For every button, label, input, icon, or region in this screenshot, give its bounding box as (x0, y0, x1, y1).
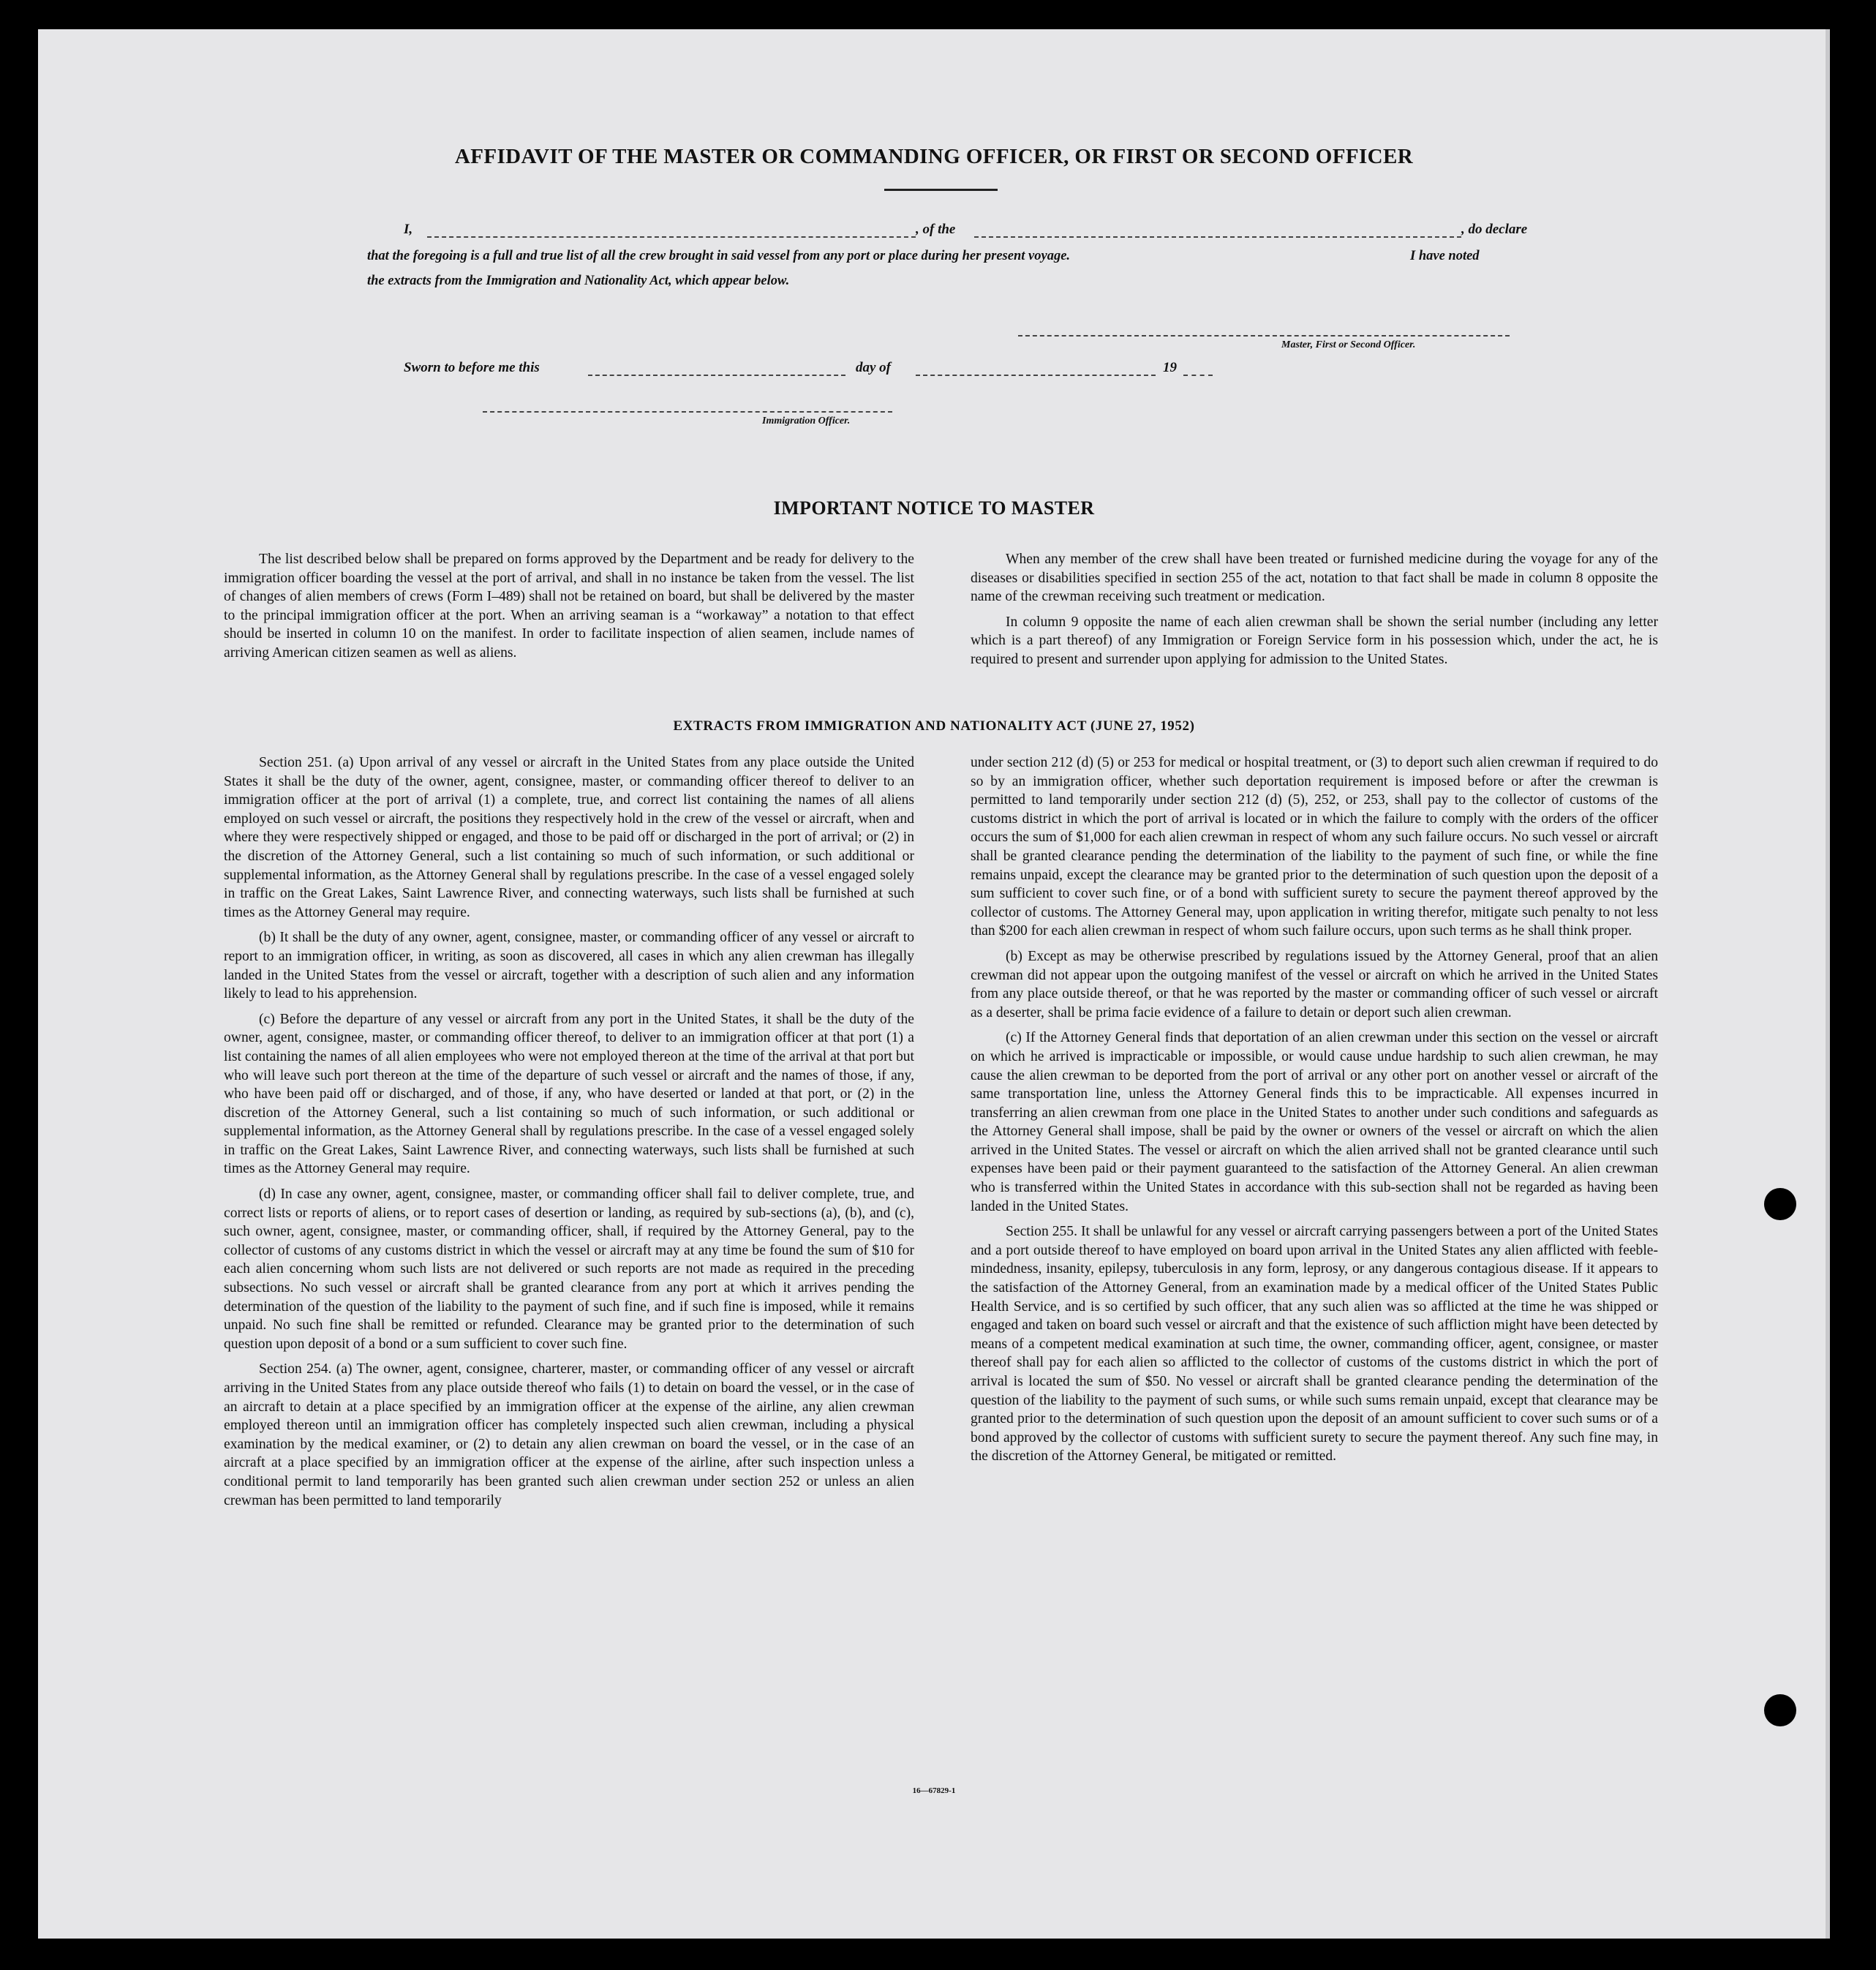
title-rule (884, 189, 998, 191)
extract-paragraph: under section 212 (d) (5) or 253 for medical or hospital treatment, or (3) to deport such alien crewman if required to do so by an immigration officer, whether such deportation requirement is imposed before or after the crewman is permitted to land temporarily under section 212 (d) (5), 252, or 253, shall pay to the collector of customs of the customs district in which the port of arrival is located or in which the failure to comply with the orders of the officer occurs the sum of $1,000 for each alien crewman in respect of whom any such failure occurs. No such vessel or aircraft shall be granted clearance pending the determination of the liability to the payment of such fine, or while the fine remains unpaid, except the clearance may be granted prior to the determination of such question upon the deposit of a sum sufficient to cover such fine, or of a bond with sufficient surety to secure the payment thereof approved by the collector of customs. The Attorney General may, upon application in writing therefor, mitigate such penalty to not less than $200 for each alien crewman in respect of whom such failure occurs, upon such terms as he shall think proper. (971, 755, 1658, 939)
punch-hole (1764, 1188, 1796, 1220)
extract-paragraph: Section 255. It shall be unlawful for any vessel or aircraft carrying passengers between a port of the United States and a port outside thereof to have employed on board upon arrival in the United States any alien afflicted with feeble-mindedness, insanity, epilepsy, tuberculosis in any form, leprosy, or any dangerous contagious disease. If it appears to the satisfaction of the Attorney General, from an examination made by a medical officer of the United States Public Health Service, and is so certified by such officer, that any such alien was so afflicted at the time he was shipped or engaged and taken on board such vessel or aircraft and that the existence of such affliction might have been detected by means of a competent medical examination at such time, the owner, commanding officer, agent, consignee, or master thereof shall pay for each alien so afflicted to the collector of customs of the customs district in which the port of arrival is located the sum of $50. No vessel or aircraft shall be granted clearance pending the determination of the question of the liability to the payment of such sums, or while such sums remain unpaid, except that clearance may be granted prior to the determination of such question upon the deposit of an amount sufficient to cover such sums or of a bond approved by the collector of customs with sufficient surety to secure the payment thereof. Any such fine may, in the discretion of the Attorney General, be mitigated or remitted. (971, 1224, 1658, 1465)
extract-paragraph: (d) In case any owner, agent, consignee, master, or commanding officer shall fail to deliver complete, true, and correct lists or reports of aliens, or to report cases of desertion or landing, as required by sub-sections (a), (b), and (c), such owner, agent, consignee, master, or commanding officer, shall, if required by the Attorney General, pay to the collector of customs of any customs district in which the vessel or aircraft may at any time be found the sum of $10 for each alien concerning whom such lists are not delivered or such reports are not made as required in the preceding subsections. No such vessel or aircraft shall be granted clearance from any port at which it arrives pending the determination of the question of the liability to the payment of such fine, and if such fine is imposed, while it remains unpaid. No such fine shall be remitted or refunded. Clearance may be granted prior to the determination of such question upon deposit of a bond or a sum sufficient to cover such fine. (224, 1187, 914, 1352)
year-blank[interactable] (1183, 375, 1213, 376)
affidavit-noted: I have noted (1410, 249, 1480, 263)
day-blank[interactable] (588, 375, 845, 376)
extract-paragraph: (c) Before the departure of any vessel or aircraft from any port in the United States, it shall be the duty of the owner, agent, consignee, master, or commanding officer thereof, to deliver to an immigration officer at that port (1) a list containing the names of all alien employees who were not employed thereon at the time of the arrival at that port but who will leave such port thereon at the time of the departure of such vessel or aircraft and the names of those, if any, who have been paid off or discharged, and of those, if any, who have deserted or landed at that port, or (2) in the discretion of the Attorney General, such a list containing so much of such information, or such additional or supplemental information, as the Attorney General shall by regulations prescribe. In the case of a vessel engaged solely in traffic on the Great Lakes, Saint Lawrence River, and connecting waterways, such lists shall be furnished at such times as the Attorney General may require. (224, 1011, 914, 1177)
extracts-heading: EXTRACTS FROM IMMIGRATION AND NATIONALITY ACT (JUNE 27, 1952) (673, 718, 1195, 734)
officer-caption: Immigration Officer. (762, 416, 851, 426)
notice-right-column (971, 550, 1658, 676)
master-signature-line[interactable] (1018, 335, 1510, 337)
page-edge (1826, 29, 1830, 1939)
extract-paragraph: Section 251. (a) Upon arrival of any vessel or aircraft in the United States from any place outside the United States it shall be the duty of the owner, agent, consignee, master, or commanding officer thereof to deliver to an immigration officer at the port of arrival (1) a complete, true, and correct list containing the names of all aliens employed on such vessel or aircraft, the positions they respectively hold in the crew of the vessel or aircraft, when and where they were respectively shipped or engaged, and those to be paid off or discharged in the port of arrival; or (2) in the discretion of the Attorney General, such a list containing so much of such information, or such additional or supplemental information, as the Attorney General shall by regulations prescribe. In the case of a vessel engaged solely in traffic on the Great Lakes, Saint Lawrence River, and connecting waterways, such lists shall be furnished at such times as the Attorney General may require. (224, 755, 914, 920)
officer-signature-line[interactable] (483, 411, 892, 413)
affidavit-do-declare: , do declare (1461, 222, 1528, 237)
affidavit-line-3: the extracts from the Immigration and Nationality Act, which appear below. (367, 274, 790, 288)
name-blank[interactable] (427, 236, 916, 238)
year-label: 19 (1163, 360, 1177, 375)
extract-paragraph: (c) If the Attorney General finds that deportation of an alien crewman under this section on the vessel or aircraft on which he arrived is impracticable or impossible, or would cause undue hardship to such alien crewman, he may cause the alien crewman to be deported from the port of arrival or any other port on another vessel or aircraft of the same transportation line, unless the Attorney General finds this to be impracticable. All expenses incurred in transferring an alien crewman from one place in the United States to another under such conditions and safeguards as the Attorney General shall impose, shall be paid by the owner or owners of the vessel or aircraft on which the alien arrived in the United States. The vessel or aircraft on which the alien arrived shall not be granted clearance until such expenses have been paid or their payment guaranteed to the satisfaction of the Attorney General. An alien crewman who is transferred within the United States in accordance with this sub-section shall not be regarded as having been landed in the United States. (971, 1030, 1658, 1214)
affidavit-title: AFFIDAVIT OF THE MASTER OR COMMANDING OFFICER, OR FIRST OR SECOND OFFICER (454, 145, 1414, 168)
master-caption: Master, First or Second Officer. (1281, 339, 1416, 350)
vessel-blank[interactable] (974, 236, 1461, 238)
extract-paragraph: Section 254. (a) The owner, agent, consignee, charterer, master, or commanding officer of any vessel or aircraft arriving in the United States from any place outside thereof who fails (1) to detain on board the vessel, or in the case of an aircraft to detain at a place specified by an immigration officer at the expense of the airline, any alien crewman employed thereon until an immigration officer has completely inspected such alien crewman, including a physical examination by the medical examiner, or (2) to detain any alien crewman on board the vessel, or in the case of an aircraft at a place specified by an immigration officer at the expense of the airline, after such inspection unless a conditional permit to land temporarily has been granted such alien crewman under section 252 or unless an alien crewman has been permitted to land temporarily (224, 1361, 914, 1508)
sworn-label: Sworn to before me this (404, 360, 540, 375)
form-number: 16—67829-1 (912, 1786, 956, 1795)
punch-hole (1764, 1694, 1796, 1726)
extracts-right-column (971, 753, 1658, 1473)
affidavit-of-the: , of the (916, 222, 956, 237)
day-of-label: day of (856, 360, 892, 375)
notice-paragraph: When any member of the crew shall have been treated or furnished medicine during the voyage for any of the diseases or disabilities specified in section 255 of the act, notation to that fact shall be made in column 8 opposite the name of the crewman receiving such treatment or medication. (971, 552, 1658, 605)
document-page (38, 29, 1830, 1939)
notice-left-column (224, 550, 914, 669)
notice-paragraph: In column 9 opposite the name of each alien crewman shall be shown the serial number (including any letter which is a part thereof) of any Immigration or Foreign Service form in his possession which, under the act, he is required to present and surrender upon applying for admission to the United States. (971, 614, 1658, 667)
notice-paragraph: The list described below shall be prepared on forms approved by the Department and be ready for delivery to the immigration officer boarding the vessel at the port of arrival, and shall in no instance be taken from the vessel. The list of changes of alien members of crews (Form I–489) shall not be retained on board, but shall be delivered by the master to the principal immigration officer at the port. When an arriving seaman is a “workaway” a notation to that effect should be inserted in column 10 on the manifest. In order to facilitate inspection of alien seamen, include names of arriving American citizen seamen as well as aliens. (224, 552, 914, 661)
extract-paragraph: (b) Except as may be otherwise prescribed by regulations issued by the Attorney General, proof that an alien crewman did not appear upon the outgoing manifest of the vessel or aircraft on which he arrived in the United States from any place outside thereof, or that he was reported by the master or commanding officer of such vessel or aircraft as a deserter, shall be prima facie evidence of a failure to detain or deport such alien crewman. (971, 948, 1658, 1020)
affidavit-i: I, (404, 222, 413, 237)
extracts-left-column (224, 753, 914, 1516)
notice-heading: IMPORTANT NOTICE TO MASTER (773, 497, 1095, 519)
extract-paragraph: (b) It shall be the duty of any owner, agent, consignee, master, or commanding officer of any vessel or aircraft to report to an immigration officer, in writing, as soon as discovered, all cases in which any alien crewman has illegally landed in the United States from the vessel or aircraft, together with a description of such alien and any information likely to lead to his apprehension. (224, 930, 914, 1002)
affidavit-line-2: that the foregoing is a full and true list of all the crew brought in said vessel from any port or place during her present voyage. (367, 249, 1071, 263)
month-blank[interactable] (916, 375, 1156, 376)
